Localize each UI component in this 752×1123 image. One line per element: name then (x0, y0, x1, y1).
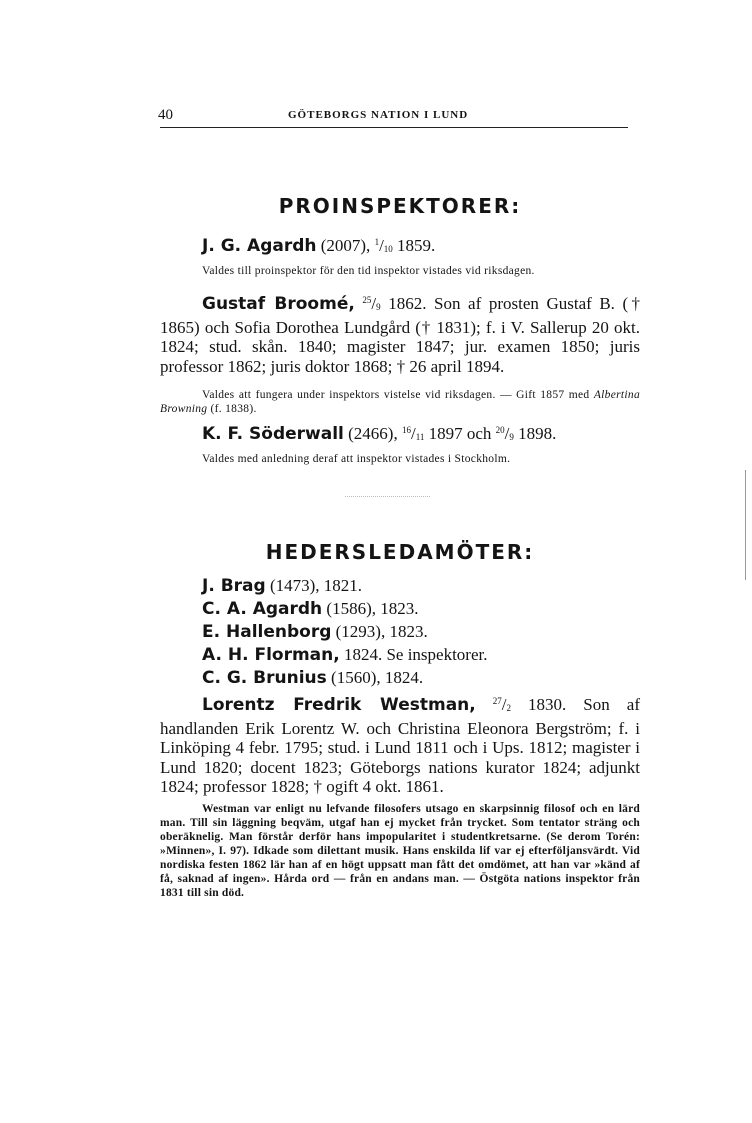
header-rule (160, 127, 628, 128)
entry-westman (160, 692, 640, 797)
fraction-denominator: 11 (415, 432, 425, 442)
fraction-numerator: 16 (401, 425, 411, 435)
entry-detail: (1560), 1824. (326, 668, 424, 687)
fraction-denominator: 9 (509, 432, 514, 442)
person-name: K. F. Söderwall (202, 424, 344, 444)
person-name: E. Hallenborg (202, 622, 332, 642)
fraction-denominator: 2 (506, 703, 511, 713)
entry-agardh-jg: J. G. Agardh (2007), $^1$/10 1859. (202, 236, 436, 256)
person-name: J. G. Agardh (202, 236, 317, 256)
entry-detail: (1293), 1823. (331, 622, 428, 641)
note-text: Westman var enligt nu lefvande filosofers utsago en skarpsinnig filosof och en lärd man. Till sin läggning beqväm, utgaf han ej mycket från trycket. Som tentator sträng och oberäknelig. Man förstår derför hans impopularitet i studentkretsarne. (Se derom Torén: »Minnen», I. 97). Idkade som dilettant musik. Hans enskilda lif var ej efterföljansvärdt. Vid nordiska festen 1862 lär han af en högt uppsatt man fått det omdömet, att han var »känd af få, saknad af ingen». Hårda ord — från en andans man. — Östgöta nations inspektor från 1831 till sin död. (160, 803, 640, 899)
fraction-numerator: 27 (492, 696, 502, 706)
note-westman (160, 802, 640, 900)
entry-paragraph: Gustaf Broomé, $^{25}$/9 1862. Son af prosten Gustaf B. († 1865) och Sofia Dorothea Lundgård († 1831); f. i V. Sallerup 20 okt. 1824; stud. skån. 1840; magister 1847; jur. examen 1850; juris professor 1862; juris doktor 1868; † 26 april 1894. (160, 294, 640, 376)
fraction-denominator: 10 (383, 244, 393, 254)
person-name: Gustaf Broomé, (202, 294, 355, 314)
entry-honorary (202, 668, 423, 688)
entry-detail: (1473), 1821. (265, 576, 363, 595)
entry-detail: (2466), (343, 424, 402, 443)
section-heading-proinspektorer: PROINSPEKTORER: (278, 194, 522, 218)
note-part: (f. 1838). (207, 403, 257, 415)
entry-honorary (202, 576, 362, 596)
entry-year: 1898. (513, 424, 557, 443)
person-name: C. A. Agardh (202, 599, 323, 619)
person-name: A. H. Florman, (202, 645, 340, 665)
fraction-numerator: 1 (374, 237, 380, 247)
note-text (160, 388, 640, 416)
person-name: J. Brag (202, 576, 266, 596)
note-soderwall (160, 452, 640, 466)
note-agardh (160, 264, 640, 278)
entry-year: 1859. (392, 236, 436, 255)
entry-honorary (202, 622, 428, 642)
note-text: Valdes med anledning deraf att inspektor vistades i Stockholm. (202, 453, 511, 465)
margin-mark (745, 470, 746, 580)
running-title: GÖTEBORGS NATION I LUND (288, 109, 469, 121)
entry-honorary (202, 599, 418, 619)
entry-detail: 1862. Son af prosten Gustaf B. († 1865) och Sofia Dorothea Lundgård († 1831); f. i V. Sallerup 20 okt. 1824; stud. skån. 1840; magister 1847; jur. examen 1850; juris professor 1862; juris doktor 1868; † 26 april 1894. (160, 294, 640, 376)
entry-broome (160, 291, 640, 376)
section-divider (345, 496, 430, 498)
section-heading-hedersledamoter: HEDERSLEDAMÖTER: (265, 540, 535, 564)
note-text: Valdes till proinspektor för den tid inspektor vistades vid riksdagen. (202, 265, 535, 277)
fraction-numerator: 20 (495, 425, 505, 435)
note-broome (160, 388, 640, 416)
page-number: 40 (158, 107, 173, 123)
note-part: Valdes att fungera under inspektors vistelse vid riksdagen. — Gift 1857 med (202, 389, 594, 401)
fraction-numerator: 25 (362, 295, 372, 305)
person-name: Lorentz Fredrik Westman, (202, 695, 476, 715)
entry-detail: 1824. Se inspektorer. (339, 645, 488, 664)
entry-soderwall: K. F. Söderwall (2466), $^{16}$/11 1897 och $^{20}$/9 1898. (202, 424, 557, 444)
entry-paragraph: Lorentz Fredrik Westman, $^{27}$/2 1830. Son af handlanden Erik Lorentz W. och Christina Eleonora Bergström; f. i Linköping 4 febr. 1795; stud. i Lund 1811 och i Ups. 1812; magister i Lund 1820; docent 1823; Göteborgs nations kurator 1824; adjunkt 1824; professor 1828; † ogift 4 okt. 1861. (160, 695, 640, 796)
entry-honorary (202, 645, 488, 665)
entry-detail: (1586), 1823. (322, 599, 419, 618)
person-name: C. G. Brunius (202, 668, 327, 688)
note-italic: Albertina Browning (160, 389, 640, 415)
entry-detail: 1897 och (424, 424, 496, 443)
entry-detail: (2007), (316, 236, 375, 255)
entry-detail: 1830. Son af handlanden Erik Lorentz W. och Christina Eleonora Bergström; f. i Linköping 4 febr. 1795; stud. i Lund 1811 och i Ups. 1812; magister i Lund 1820; docent 1823; Göteborgs nations kurator 1824; adjunkt 1824; professor 1828; † ogift 4 okt. 1861. (160, 695, 640, 796)
fraction-denominator: 9 (376, 302, 381, 312)
